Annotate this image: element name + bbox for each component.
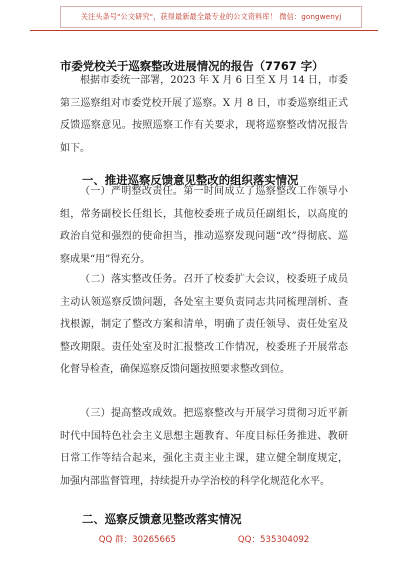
- section-heading-1: 一、推进巡察反馈意见整改的组织落实情况: [82, 173, 299, 187]
- paragraph-3: （三）提高整改成效。把巡察整改与开展学习贯彻习近平新时代中国特色社会主义思想主题教育、年度目标任务推进、教研日常工作等结合起来，强化主责主业主课，建立健全制度规定，加强内部监督管理，持续提升办学治校的科学化规范化水平。: [60, 408, 348, 487]
- paragraph-1: （一）严明整改责任。第一时间成立了巡察整改工作领导小组，常务副校长任组长，其他校委班子成员任副组长，以高度的政治自觉和强烈的使命担当，推动巡察发现问题“改”得彻底、巡察成果“用”得充分。: [60, 186, 348, 265]
- section-heading-2: 二、巡察反馈意见整改落实情况: [82, 512, 242, 526]
- paragraph-2: （二）落实整改任务。召开了校委扩大会议，校委班子成员主动认领巡察反馈问题，各处室主要负责同志共同梳理剖析、查找根源，制定了整改方案和清单，明确了责任领导、责任处室及整改期限。责任处室及时汇报整改工作情况，校委班子开展常态化督导检查，确保巡察反馈问题按照要求整改到位。: [60, 274, 348, 375]
- footer-qq: QQ：535304092: [237, 535, 310, 545]
- header-banner: [60, 6, 362, 28]
- footer-qq-group: QQ 群：30265665: [98, 535, 176, 545]
- header-banner-text: 关注头条号"公文研究"，获得最新最全最专业的公文资料库！ 微信：gongwenyj: [80, 12, 342, 21]
- document-title: 市委党校关于巡察整改进展情况的报告（7767 字）: [60, 59, 324, 73]
- footer: [0, 533, 408, 545]
- header-divider: [30, 30, 378, 31]
- intro-paragraph: 根据市委统一部署，2023 年 X 月 6 日至 X 月 14 日，市委第三巡察组对市委党校开展了巡察。X 月 8 日，市委巡察组正式反馈巡察意见。按照巡察工作有关要求，现将巡察整改情况报告如下。: [60, 75, 348, 154]
